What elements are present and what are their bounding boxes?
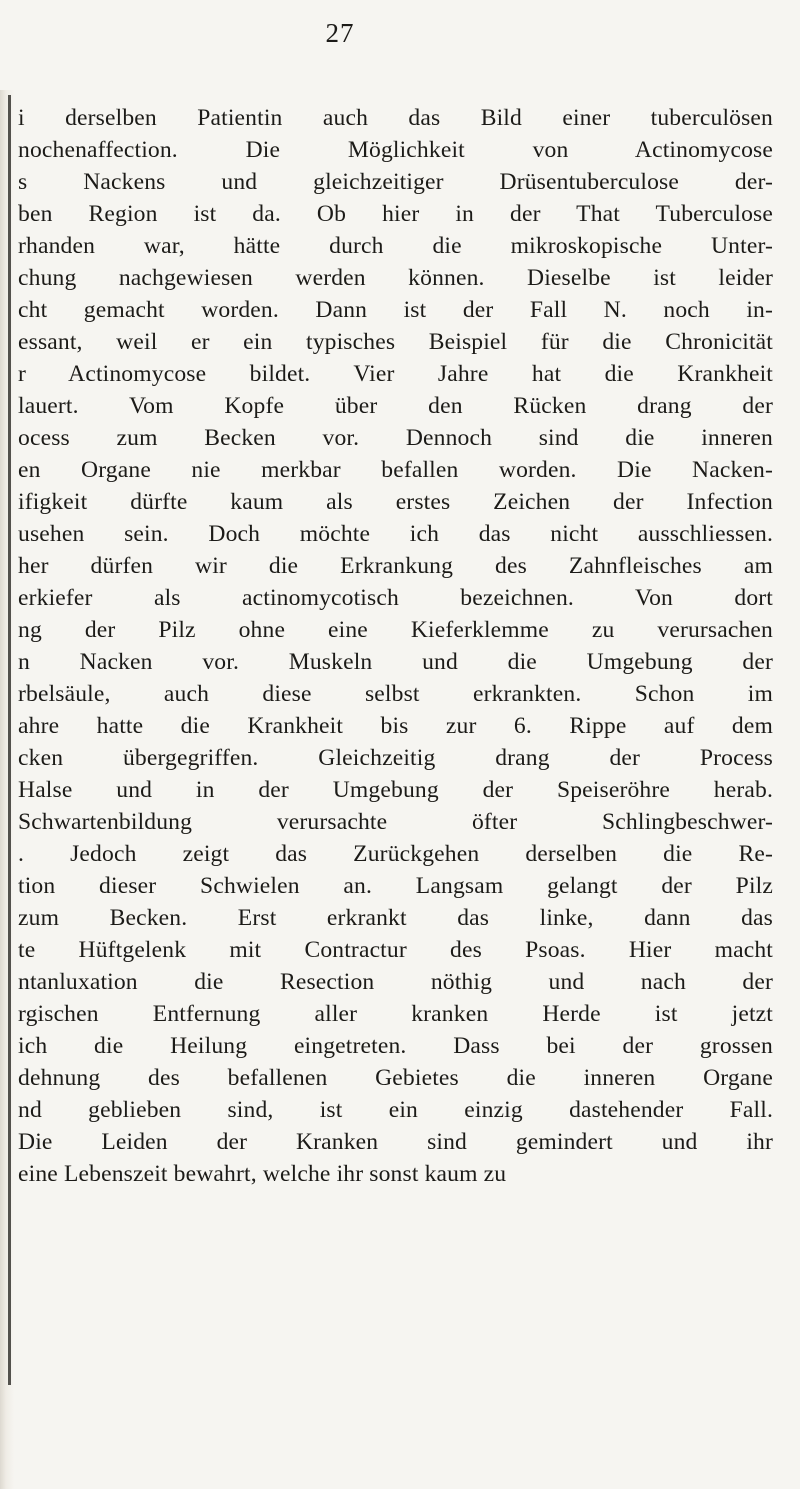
text-line: her dürfen wir die Erkrankung des Zahnfleisches am [18, 553, 773, 579]
body-text [18, 102, 773, 1190]
page-number: 27 [325, 18, 355, 48]
binding-shadow-line [8, 95, 11, 1385]
text-line: te Hüftgelenk mit Contractur des Psoas. Hier macht [18, 937, 773, 963]
text-line: cken übergegriffen. Gleichzeitig drang der Process [18, 745, 773, 771]
text-line: i derselben Patientin auch das Bild einer tuberculösen [18, 105, 773, 131]
text-line: n Nacken vor. Muskeln und die Umgebung der [18, 649, 773, 675]
text-line: zum Becken. Erst erkrankt das linke, dann das [18, 905, 773, 931]
text-line: nochenaffection. Die Möglichkeit von Actinomycose [18, 137, 773, 163]
text-line: Schwartenbildung verursachte öfter Schlingbeschwer- [18, 809, 773, 835]
text-line: ifigkeit dürfte kaum als erstes Zeichen der Infection [18, 489, 773, 515]
text-line: ben Region ist da. Ob hier in der That Tuberculose [18, 201, 773, 227]
text-line: chung nachgewiesen werden können. Dieselbe ist leider [18, 265, 773, 291]
text-line: ich die Heilung eingetreten. Dass bei der grossen [18, 1033, 773, 1059]
text-line: ntanluxation die Resection nöthig und nach der [18, 969, 773, 995]
text-line: s Nackens und gleichzeitiger Drüsentuberculose der- [18, 169, 773, 195]
text-line: tion dieser Schwielen an. Langsam gelangt der Pilz [18, 873, 773, 899]
text-line: rbelsäule, auch diese selbst erkrankten. Schon im [18, 681, 773, 707]
text-line: Die Leiden der Kranken sind gemindert und ihr [18, 1129, 773, 1155]
text-line: ahre hatte die Krankheit bis zur 6. Rippe auf dem [18, 713, 773, 739]
text-line: rhanden war, hätte durch die mikroskopische Unter- [18, 233, 773, 259]
text-line: Halse und in der Umgebung der Speiseröhre herab. [18, 777, 773, 803]
text-line: en Organe nie merkbar befallen worden. Die Nacken- [18, 457, 773, 483]
text-line: . Jedoch zeigt das Zurückgehen derselben die Re- [18, 841, 773, 867]
text-line: nd geblieben sind, ist ein einzig dastehender Fall. [18, 1097, 773, 1123]
text-line: usehen sein. Doch möchte ich das nicht ausschliessen. [18, 521, 773, 547]
text-line: r Actinomycose bildet. Vier Jahre hat die Krankheit [18, 361, 773, 387]
text-line: dehnung des befallenen Gebietes die inneren Organe [18, 1065, 773, 1091]
text-line: cht gemacht worden. Dann ist der Fall N. noch in- [18, 297, 773, 323]
text-line: essant, weil er ein typisches Beispiel für die Chronicität [18, 329, 773, 355]
text-line: erkiefer als actinomycotisch bezeichnen. Von dort [18, 585, 773, 611]
text-line: eine Lebenszeit bewahrt, welche ihr sonst kaum zu [18, 1161, 507, 1187]
text-line: rgischen Entfernung aller kranken Herde ist jetzt [18, 1001, 773, 1027]
binding-gutter [0, 90, 14, 1489]
text-line: ng der Pilz ohne eine Kieferklemme zu verursachen [18, 617, 773, 643]
text-line: lauert. Vom Kopfe über den Rücken drang der [18, 393, 773, 419]
text-line: ocess zum Becken vor. Dennoch sind die inneren [18, 425, 773, 451]
